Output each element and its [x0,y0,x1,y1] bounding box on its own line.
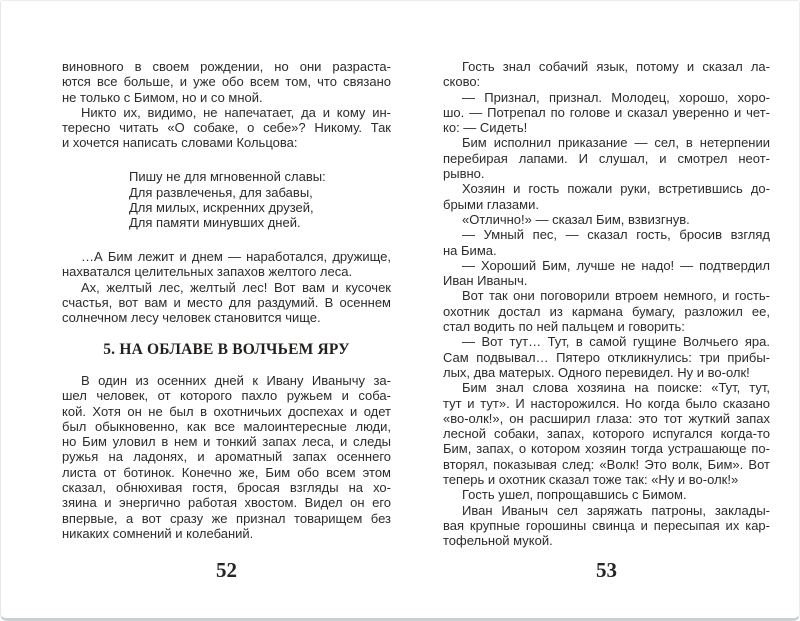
text-line: ко: — Сидеть! [443,120,528,136]
text-line: …А Бим лежит и днем — наработался, дружище, [81,248,391,264]
verse-line: Для милых, искренних друзей, [129,199,314,215]
text-line: ружья на ладонях, и ароматный запах осеннего [62,449,391,465]
chapter-heading: 5. НА ОБЛАВЕ В ВОЛЧЬЕМ ЯРУ [103,341,350,359]
text-line: Бим исполнил приказание — сел, в нетерпении [462,135,770,151]
text-line: лесной собаки, запах, которого испугался когда-то [443,426,770,442]
text-line: Ах, желтый лес, желтый лес! Вот вам и кусочек [81,279,391,295]
page-left-text-column [62,59,391,541]
text-line: тут и тут». И насторожился. Но когда было сказано [443,395,770,411]
text-line: Иван Иваныч сел заряжать патроны, заклады- [462,502,770,518]
text-line: сказал, обнюхивая гостя, бросая взгляды на хо- [62,480,391,496]
text-line: счастья, вот вам и место для раздумий. В осеннем [62,294,391,310]
text-line: тофельной мукой. [443,533,553,549]
text-line: тересно читать «О собаке, о себе»? Никому. Так [62,120,391,136]
text-line: брыми глазами. [443,196,539,212]
text-line: вая крупные горошины свинца и пересыпая их кар- [443,517,770,533]
text-line: шел человек, от которого пахло ружьем и соба- [62,388,391,404]
vertical-space [62,325,391,341]
page-right-text-column [443,59,770,549]
verse-line: Для развлеченья, для забавы, [129,184,313,200]
text-line: но Бим уловил в нем и тонкий запах леса, и следы [62,434,391,450]
text-line: Бим, запах, о котором хозяин тогда устрашающе по- [443,441,770,457]
text-line: стал водить по ней пальцем и говорить: [443,319,685,335]
text-line: листа от ботинок. Конечно же, Бим обо всем этом [62,464,391,480]
text-line: на Бима. [443,242,497,258]
text-line: Сам подвывал… Пятеро откликнулись: три прибы- [443,349,770,365]
text-line: нахватался целительных запахов желтого леса. [62,264,353,280]
text-line: «во-олк!», он расширил глаза: это тот жуткий запах [443,410,770,426]
text-line: солнечном лесу человек становится чище. [62,310,321,326]
text-line: В один из осенних дней к Ивану Иванычу за- [81,372,391,388]
text-line: никаких сомнений и колебаний. [62,525,254,541]
vertical-space [62,230,391,249]
text-line: Бим знал слова хозяина на поиске: «Тут, тут, [462,380,770,396]
text-line: — Умный пес, — сказал гость, бросив взгляд [462,227,770,243]
text-line: кой. Хотя он не был в охотничьих доспехах и одет [62,403,391,419]
page-number-right: 53 [596,558,617,582]
text-line: перебирая лапами. И слушал, и смотрел неот- [443,150,770,166]
verse-line: Для памяти минувших дней. [129,215,301,231]
text-line: не только с Бимом, но и со мной. [62,89,263,105]
text-line: Иван Иваныч. [443,273,528,289]
text-line: был обыкновенно, как все малоинтересные люди, [62,418,391,434]
text-line: шо. — Потрепал по голове и сказал уверенно и чет- [443,104,770,120]
text-line: — Признал, признал. Молодец, хорошо, хоро- [462,89,770,105]
text-line: Вот так они поговорили втроем немного, и гость- [462,288,770,304]
text-line: — Хороший Бим, лучше не надо! — подтвердил [462,257,770,273]
text-line: вторял, показывая след: «Волк! Это волк, Бим». Вот [443,456,770,472]
text-line: лых, два матерых. Одного перевидел. Ну и во-олк! [443,364,750,380]
text-line: охотник достал из кармана бумагу, разложил ее, [443,303,770,319]
text-line: теперь и охотник сказал тоже так: «Ну и во-олк!» [443,472,739,488]
text-line: сково: [443,74,481,90]
text-line: и хочется написать словами Кольцова: [62,135,298,151]
text-line: виновного в своем рождении, но они разраста- [62,59,391,74]
text-line: рывно. [443,166,485,182]
vertical-space [62,358,391,373]
vertical-space [62,151,391,170]
text-line: впервые, а вот сразу же признал товарищем без [62,510,391,526]
verse-line: Пишу не для мгновенной славы: [129,169,326,185]
text-line: ются все больше, и уже обо всем том, что связано [62,74,391,90]
text-line: зяина и энергично работая хвостом. Видел он его [62,495,391,511]
text-line: Хозяин и гость пожали руки, встретившись до- [462,181,770,197]
text-line: Гость знал собачий язык, потому и сказал ла- [462,59,770,74]
text-line: «Отлично!» — сказал Бим, взвизгнув. [462,211,690,227]
page-number-left: 52 [216,558,237,582]
text-line: Никто их, видимо, не напечатает, да и кому ин- [81,104,391,120]
text-line: Гость ушел, попрощавшись с Бимом. [462,487,687,503]
text-line: — Вот тут… Тут, в самой гущине Волчьего яра. [462,334,770,350]
